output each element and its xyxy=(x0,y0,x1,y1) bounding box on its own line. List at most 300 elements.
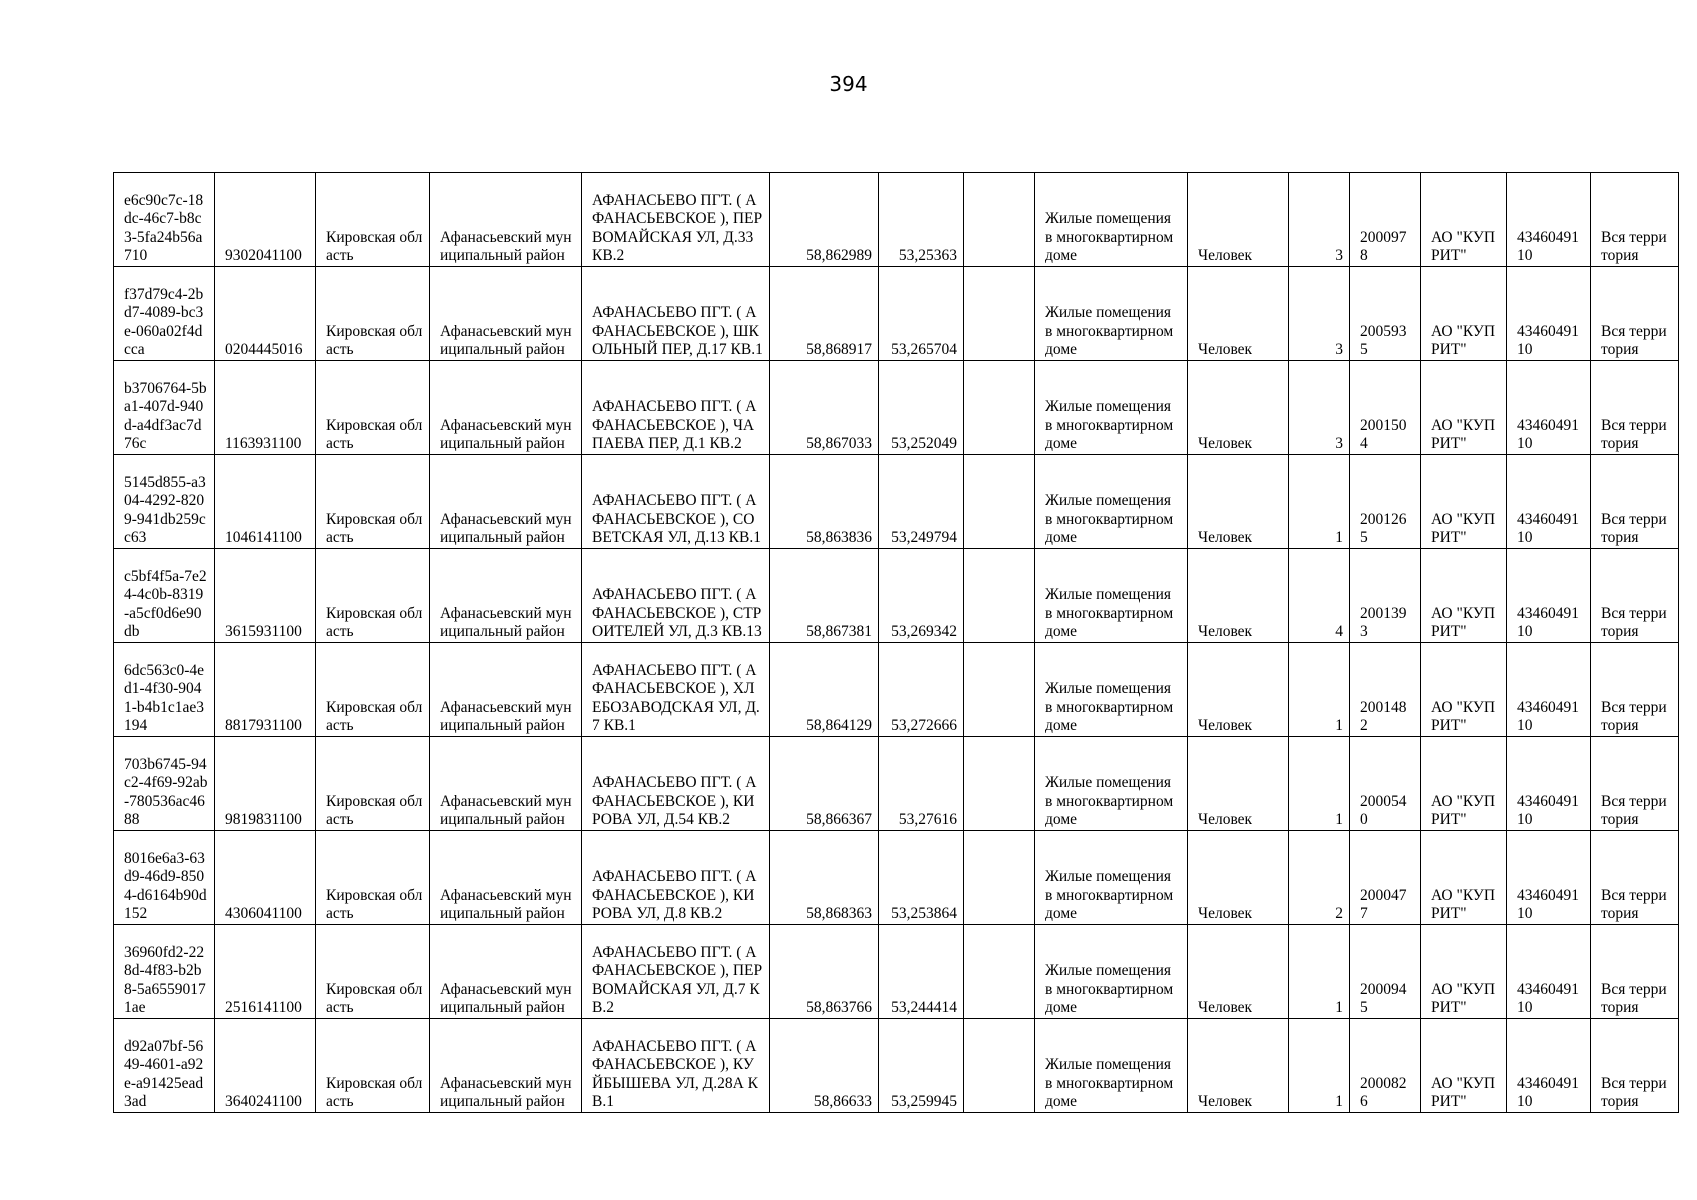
longitude-cell-text: 53,249794 xyxy=(891,529,957,547)
district-cell-text: Афанасьевский муниципальный район xyxy=(440,604,572,641)
inn-cell xyxy=(1507,1019,1591,1113)
district-cell xyxy=(430,173,582,267)
organization-cell-text: АО "КУПРИТ" xyxy=(1431,604,1496,641)
count-cell xyxy=(1289,549,1350,643)
organization-cell-text: АО "КУПРИТ" xyxy=(1431,792,1496,829)
region-cell-text: Кировская область xyxy=(326,228,423,265)
address-cell xyxy=(582,643,770,737)
unit-cell-text: Человек xyxy=(1198,811,1253,829)
count-cell-text: 1 xyxy=(1335,811,1343,829)
longitude-cell-text: 53,27616 xyxy=(898,811,957,829)
number-cell-text: 2000978 xyxy=(1360,228,1407,265)
address-cell-text: АФАНАСЬЕВО ПГТ. ( АФАНАСЬЕВСКОЕ ), КИРОВА УЛ, Д.8 КВ.2 xyxy=(592,868,757,923)
territory-cell xyxy=(1591,1019,1679,1113)
latitude-cell xyxy=(770,1019,879,1113)
number-cell xyxy=(1350,267,1421,361)
unit-cell xyxy=(1188,549,1289,643)
latitude-cell-text: 58,867381 xyxy=(806,623,872,641)
territory-cell-text: Вся территория xyxy=(1601,228,1667,265)
number-cell-text: 2000477 xyxy=(1360,886,1407,923)
count-cell-text: 1 xyxy=(1335,999,1343,1017)
inn-cell xyxy=(1507,549,1591,643)
longitude-cell xyxy=(879,643,964,737)
number-cell-text: 2000540 xyxy=(1360,792,1407,829)
longitude-cell-text: 53,253864 xyxy=(891,905,957,923)
premises-type-cell xyxy=(1035,549,1188,643)
latitude-cell-text: 58,866367 xyxy=(806,811,872,829)
inn-cell-text: 4346049110 xyxy=(1517,792,1579,829)
address-cell xyxy=(582,455,770,549)
region-cell xyxy=(316,737,430,831)
count-cell-text: 1 xyxy=(1335,717,1343,735)
inn-cell xyxy=(1507,267,1591,361)
premises-type-cell-text: Жилые помещения в многоквартирном доме xyxy=(1045,774,1174,829)
premises-type-cell xyxy=(1035,737,1188,831)
unit-cell xyxy=(1188,173,1289,267)
premises-type-cell xyxy=(1035,173,1188,267)
count-cell-text: 3 xyxy=(1335,435,1343,453)
longitude-cell-text: 53,259945 xyxy=(891,1093,957,1111)
address-cell xyxy=(582,925,770,1019)
empty-cell xyxy=(964,267,1035,361)
address-cell-text: АФАНАСЬЕВО ПГТ. ( АФАНАСЬЕВСКОЕ ), ПЕРВОМАЙСКАЯ УЛ, Д.7 КВ.2 xyxy=(592,943,763,1017)
territory-cell-text: Вся территория xyxy=(1601,322,1667,359)
address-cell-text: АФАНАСЬЕВО ПГТ. ( АФАНАСЬЕВСКОЕ ), СТРОИТЕЛЕЙ УЛ, Д.3 КВ.13 xyxy=(592,586,762,641)
longitude-cell-text: 53,252049 xyxy=(891,435,957,453)
latitude-cell xyxy=(770,361,879,455)
record-id-cell-text: e6c90c7c-18dc-46c7-b8c3-5fa24b56a710 xyxy=(124,191,204,265)
record-id-cell xyxy=(114,267,215,361)
address-cell-text: АФАНАСЬЕВО ПГТ. ( АФАНАСЬЕВСКОЕ ), ЧАПАЕВА ПЕР, Д.1 КВ.2 xyxy=(592,398,757,453)
record-id-cell-text: b3706764-5ba1-407d-940d-a4df3ac7d76c xyxy=(124,379,207,453)
inn-cell xyxy=(1507,925,1591,1019)
table-body xyxy=(114,173,1679,1113)
organization-cell-text: АО "КУПРИТ" xyxy=(1431,698,1496,735)
longitude-cell xyxy=(879,831,964,925)
region-cell xyxy=(316,361,430,455)
page-number: 394 xyxy=(829,72,868,96)
region-cell-text: Кировская область xyxy=(326,792,423,829)
organization-cell xyxy=(1421,549,1507,643)
district-cell xyxy=(430,361,582,455)
premises-type-cell xyxy=(1035,361,1188,455)
code-cell-text: 0204445016 xyxy=(225,341,303,359)
code-cell xyxy=(215,1019,316,1113)
latitude-cell-text: 58,863766 xyxy=(806,999,872,1017)
record-id-cell xyxy=(114,737,215,831)
inn-cell xyxy=(1507,831,1591,925)
record-id-cell xyxy=(114,173,215,267)
organization-cell-text: АО "КУПРИТ" xyxy=(1431,322,1496,359)
organization-cell xyxy=(1421,643,1507,737)
premises-type-cell-text: Жилые помещения в многоквартирном доме xyxy=(1045,210,1174,265)
empty-cell xyxy=(964,831,1035,925)
premises-type-cell-text: Жилые помещения в многоквартирном доме xyxy=(1045,680,1174,735)
table-row xyxy=(114,643,1679,737)
count-cell-text: 3 xyxy=(1335,247,1343,265)
organization-cell xyxy=(1421,1019,1507,1113)
number-cell xyxy=(1350,1019,1421,1113)
number-cell xyxy=(1350,925,1421,1019)
address-cell-text: АФАНАСЬЕВО ПГТ. ( АФАНАСЬЕВСКОЕ ), ХЛЕБОЗАВОДСКАЯ УЛ, Д.7 КВ.1 xyxy=(592,661,760,735)
record-id-cell xyxy=(114,925,215,1019)
code-cell xyxy=(215,737,316,831)
table-row xyxy=(114,455,1679,549)
latitude-cell xyxy=(770,455,879,549)
unit-cell xyxy=(1188,1019,1289,1113)
empty-cell xyxy=(964,549,1035,643)
district-cell-text: Афанасьевский муниципальный район xyxy=(440,792,572,829)
territory-cell-text: Вся территория xyxy=(1601,792,1667,829)
district-cell-text: Афанасьевский муниципальный район xyxy=(440,980,572,1017)
region-cell-text: Кировская область xyxy=(326,416,423,453)
premises-type-cell xyxy=(1035,831,1188,925)
latitude-cell xyxy=(770,831,879,925)
count-cell xyxy=(1289,925,1350,1019)
number-cell-text: 2001482 xyxy=(1360,698,1407,735)
region-cell-text: Кировская область xyxy=(326,698,423,735)
inn-cell xyxy=(1507,361,1591,455)
number-cell xyxy=(1350,549,1421,643)
territory-cell xyxy=(1591,925,1679,1019)
record-id-cell-text: c5bf4f5a-7e24-4c0b-8319-a5cf0d6e90db xyxy=(124,567,207,641)
empty-cell xyxy=(964,643,1035,737)
address-cell-text: АФАНАСЬЕВО ПГТ. ( АФАНАСЬЕВСКОЕ ), КУЙБЫШЕВА УЛ, Д.28А КВ.1 xyxy=(592,1037,758,1111)
table-row xyxy=(114,549,1679,643)
count-cell xyxy=(1289,173,1350,267)
inn-cell xyxy=(1507,737,1591,831)
district-cell-text: Афанасьевский муниципальный район xyxy=(440,322,572,359)
address-cell xyxy=(582,831,770,925)
count-cell xyxy=(1289,643,1350,737)
premises-type-cell-text: Жилые помещения в многоквартирном доме xyxy=(1045,304,1174,359)
district-cell xyxy=(430,1019,582,1113)
table-row xyxy=(114,267,1679,361)
address-cell xyxy=(582,549,770,643)
address-cell xyxy=(582,737,770,831)
empty-cell xyxy=(964,173,1035,267)
organization-cell-text: АО "КУПРИТ" xyxy=(1431,1074,1496,1111)
count-cell-text: 1 xyxy=(1335,529,1343,547)
inn-cell-text: 4346049110 xyxy=(1517,886,1579,923)
longitude-cell-text: 53,265704 xyxy=(891,341,957,359)
address-cell xyxy=(582,267,770,361)
latitude-cell-text: 58,863836 xyxy=(806,529,872,547)
table-row xyxy=(114,361,1679,455)
territory-cell-text: Вся территория xyxy=(1601,1074,1667,1111)
count-cell-text: 1 xyxy=(1335,1093,1343,1111)
record-id-cell xyxy=(114,831,215,925)
latitude-cell xyxy=(770,643,879,737)
longitude-cell-text: 53,25363 xyxy=(898,247,957,265)
code-cell-text: 8817931100 xyxy=(225,717,302,735)
table-row xyxy=(114,1019,1679,1113)
region-cell xyxy=(316,831,430,925)
count-cell xyxy=(1289,831,1350,925)
count-cell xyxy=(1289,455,1350,549)
latitude-cell-text: 58,867033 xyxy=(806,435,872,453)
region-cell xyxy=(316,267,430,361)
unit-cell-text: Человек xyxy=(1198,1093,1253,1111)
longitude-cell xyxy=(879,455,964,549)
unit-cell xyxy=(1188,361,1289,455)
number-cell xyxy=(1350,737,1421,831)
code-cell xyxy=(215,831,316,925)
longitude-cell xyxy=(879,173,964,267)
organization-cell xyxy=(1421,267,1507,361)
empty-cell xyxy=(964,1019,1035,1113)
inn-cell-text: 4346049110 xyxy=(1517,604,1579,641)
region-cell xyxy=(316,925,430,1019)
district-cell-text: Афанасьевский муниципальный район xyxy=(440,886,572,923)
latitude-cell-text: 58,862989 xyxy=(806,247,872,265)
code-cell xyxy=(215,925,316,1019)
latitude-cell xyxy=(770,267,879,361)
unit-cell-text: Человек xyxy=(1198,529,1253,547)
region-cell xyxy=(316,1019,430,1113)
territory-cell xyxy=(1591,267,1679,361)
organization-cell xyxy=(1421,173,1507,267)
code-cell-text: 9819831100 xyxy=(225,811,302,829)
unit-cell xyxy=(1188,831,1289,925)
longitude-cell xyxy=(879,737,964,831)
region-cell xyxy=(316,173,430,267)
inn-cell-text: 4346049110 xyxy=(1517,980,1579,1017)
number-cell xyxy=(1350,361,1421,455)
unit-cell xyxy=(1188,925,1289,1019)
inn-cell-text: 4346049110 xyxy=(1517,510,1579,547)
premises-type-cell-text: Жилые помещения в многоквартирном доме xyxy=(1045,398,1174,453)
territory-cell xyxy=(1591,361,1679,455)
territory-cell xyxy=(1591,173,1679,267)
latitude-cell xyxy=(770,737,879,831)
latitude-cell-text: 58,864129 xyxy=(806,717,872,735)
empty-cell xyxy=(964,361,1035,455)
territory-cell xyxy=(1591,831,1679,925)
longitude-cell xyxy=(879,549,964,643)
district-cell xyxy=(430,267,582,361)
address-cell-text: АФАНАСЬЕВО ПГТ. ( АФАНАСЬЕВСКОЕ ), КИРОВА УЛ, Д.54 КВ.2 xyxy=(592,774,757,829)
premises-type-cell-text: Жилые помещения в многоквартирном доме xyxy=(1045,1056,1174,1111)
code-cell-text: 3640241100 xyxy=(225,1093,302,1111)
premises-type-cell xyxy=(1035,455,1188,549)
address-cell xyxy=(582,1019,770,1113)
inn-cell-text: 4346049110 xyxy=(1517,228,1579,265)
inn-cell xyxy=(1507,643,1591,737)
organization-cell xyxy=(1421,455,1507,549)
count-cell-text: 4 xyxy=(1335,623,1343,641)
territory-cell-text: Вся территория xyxy=(1601,698,1667,735)
unit-cell-text: Человек xyxy=(1198,905,1253,923)
empty-cell xyxy=(964,925,1035,1019)
organization-cell-text: АО "КУПРИТ" xyxy=(1431,510,1496,547)
count-cell-text: 2 xyxy=(1335,905,1343,923)
region-cell xyxy=(316,643,430,737)
premises-type-cell-text: Жилые помещения в многоквартирном доме xyxy=(1045,492,1174,547)
longitude-cell xyxy=(879,361,964,455)
latitude-cell-text: 58,86633 xyxy=(813,1093,872,1111)
territory-cell xyxy=(1591,549,1679,643)
empty-cell xyxy=(964,455,1035,549)
registry-table xyxy=(113,172,1679,1113)
district-cell xyxy=(430,831,582,925)
record-id-cell xyxy=(114,1019,215,1113)
count-cell xyxy=(1289,1019,1350,1113)
unit-cell-text: Человек xyxy=(1198,717,1253,735)
code-cell-text: 1163931100 xyxy=(225,435,302,453)
unit-cell xyxy=(1188,267,1289,361)
number-cell-text: 2005935 xyxy=(1360,322,1407,359)
number-cell xyxy=(1350,643,1421,737)
inn-cell xyxy=(1507,173,1591,267)
latitude-cell xyxy=(770,549,879,643)
organization-cell xyxy=(1421,831,1507,925)
premises-type-cell xyxy=(1035,267,1188,361)
district-cell-text: Афанасьевский муниципальный район xyxy=(440,228,572,265)
organization-cell xyxy=(1421,925,1507,1019)
address-cell xyxy=(582,173,770,267)
district-cell xyxy=(430,925,582,1019)
record-id-cell-text: 5145d855-a304-4292-8209-941db259cc63 xyxy=(124,473,206,547)
address-cell-text: АФАНАСЬЕВО ПГТ. ( АФАНАСЬЕВСКОЕ ), ПЕРВОМАЙСКАЯ УЛ, Д.33 КВ.2 xyxy=(592,191,763,265)
code-cell xyxy=(215,361,316,455)
table-row xyxy=(114,831,1679,925)
record-id-cell xyxy=(114,643,215,737)
address-cell-text: АФАНАСЬЕВО ПГТ. ( АФАНАСЬЕВСКОЕ ), СОВЕТСКАЯ УЛ, Д.13 КВ.1 xyxy=(592,492,761,547)
longitude-cell xyxy=(879,925,964,1019)
territory-cell xyxy=(1591,455,1679,549)
address-cell-text: АФАНАСЬЕВО ПГТ. ( АФАНАСЬЕВСКОЕ ), ШКОЛЬНЫЙ ПЕР, Д.17 КВ.1 xyxy=(592,304,763,359)
record-id-cell-text: d92a07bf-5649-4601-a92e-a91425ead3ad xyxy=(124,1037,204,1111)
district-cell xyxy=(430,549,582,643)
district-cell-text: Афанасьевский муниципальный район xyxy=(440,416,572,453)
unit-cell xyxy=(1188,737,1289,831)
record-id-cell-text: 703b6745-94c2-4f69-92ab-780536ac4688 xyxy=(124,755,208,829)
territory-cell-text: Вся территория xyxy=(1601,886,1667,923)
premises-type-cell xyxy=(1035,925,1188,1019)
record-id-cell xyxy=(114,361,215,455)
premises-type-cell xyxy=(1035,643,1188,737)
district-cell xyxy=(430,643,582,737)
organization-cell-text: АО "КУПРИТ" xyxy=(1431,416,1496,453)
region-cell-text: Кировская область xyxy=(326,1074,423,1111)
unit-cell-text: Человек xyxy=(1198,623,1253,641)
longitude-cell-text: 53,269342 xyxy=(891,623,957,641)
territory-cell-text: Вся территория xyxy=(1601,980,1667,1017)
table-row xyxy=(114,737,1679,831)
unit-cell-text: Человек xyxy=(1198,341,1253,359)
record-id-cell-text: 36960fd2-228d-4f83-b2b8-5a65590171ae xyxy=(124,943,206,1017)
number-cell xyxy=(1350,455,1421,549)
code-cell-text: 2516141100 xyxy=(225,999,302,1017)
inn-cell xyxy=(1507,455,1591,549)
table-row xyxy=(114,925,1679,1019)
count-cell xyxy=(1289,267,1350,361)
inn-cell-text: 4346049110 xyxy=(1517,416,1579,453)
number-cell-text: 2001393 xyxy=(1360,604,1407,641)
latitude-cell-text: 58,868917 xyxy=(806,341,872,359)
organization-cell xyxy=(1421,737,1507,831)
table-row xyxy=(114,173,1679,267)
region-cell-text: Кировская область xyxy=(326,604,423,641)
district-cell xyxy=(430,455,582,549)
region-cell-text: Кировская область xyxy=(326,322,423,359)
district-cell-text: Афанасьевский муниципальный район xyxy=(440,510,572,547)
count-cell-text: 3 xyxy=(1335,341,1343,359)
record-id-cell xyxy=(114,455,215,549)
premises-type-cell xyxy=(1035,1019,1188,1113)
address-cell xyxy=(582,361,770,455)
territory-cell xyxy=(1591,643,1679,737)
number-cell-text: 2000826 xyxy=(1360,1074,1407,1111)
latitude-cell-text: 58,868363 xyxy=(806,905,872,923)
latitude-cell xyxy=(770,173,879,267)
inn-cell-text: 4346049110 xyxy=(1517,1074,1579,1111)
longitude-cell-text: 53,272666 xyxy=(891,717,957,735)
region-cell-text: Кировская область xyxy=(326,886,423,923)
unit-cell-text: Человек xyxy=(1198,247,1253,265)
code-cell xyxy=(215,173,316,267)
code-cell xyxy=(215,643,316,737)
inn-cell-text: 4346049110 xyxy=(1517,322,1579,359)
inn-cell-text: 4346049110 xyxy=(1517,698,1579,735)
record-id-cell-text: 8016e6a3-63d9-46d9-8504-d6164b90d152 xyxy=(124,849,207,923)
region-cell xyxy=(316,549,430,643)
number-cell xyxy=(1350,173,1421,267)
district-cell xyxy=(430,737,582,831)
premises-type-cell-text: Жилые помещения в многоквартирном доме xyxy=(1045,868,1174,923)
number-cell-text: 2001504 xyxy=(1360,416,1407,453)
district-cell-text: Афанасьевский муниципальный район xyxy=(440,698,572,735)
record-id-cell xyxy=(114,549,215,643)
code-cell xyxy=(215,267,316,361)
organization-cell-text: АО "КУПРИТ" xyxy=(1431,228,1496,265)
number-cell-text: 2000945 xyxy=(1360,980,1407,1017)
premises-type-cell-text: Жилые помещения в многоквартирном доме xyxy=(1045,586,1174,641)
unit-cell-text: Человек xyxy=(1198,999,1253,1017)
code-cell-text: 9302041100 xyxy=(225,247,302,265)
code-cell-text: 3615931100 xyxy=(225,623,302,641)
organization-cell xyxy=(1421,361,1507,455)
organization-cell-text: АО "КУПРИТ" xyxy=(1431,886,1496,923)
count-cell xyxy=(1289,737,1350,831)
unit-cell-text: Человек xyxy=(1198,435,1253,453)
code-cell-text: 4306041100 xyxy=(225,905,302,923)
region-cell-text: Кировская область xyxy=(326,980,423,1017)
unit-cell xyxy=(1188,455,1289,549)
record-id-cell-text: 6dc563c0-4ed1-4f30-9041-b4b1c1ae3194 xyxy=(124,661,205,735)
region-cell xyxy=(316,455,430,549)
premises-type-cell-text: Жилые помещения в многоквартирном доме xyxy=(1045,962,1174,1017)
number-cell xyxy=(1350,831,1421,925)
territory-cell-text: Вся территория xyxy=(1601,510,1667,547)
territory-cell-text: Вся территория xyxy=(1601,604,1667,641)
latitude-cell xyxy=(770,925,879,1019)
number-cell-text: 2001265 xyxy=(1360,510,1407,547)
unit-cell xyxy=(1188,643,1289,737)
district-cell-text: Афанасьевский муниципальный район xyxy=(440,1074,572,1111)
longitude-cell xyxy=(879,267,964,361)
count-cell xyxy=(1289,361,1350,455)
empty-cell xyxy=(964,737,1035,831)
organization-cell-text: АО "КУПРИТ" xyxy=(1431,980,1496,1017)
territory-cell-text: Вся территория xyxy=(1601,416,1667,453)
code-cell-text: 1046141100 xyxy=(225,529,302,547)
code-cell xyxy=(215,549,316,643)
code-cell xyxy=(215,455,316,549)
record-id-cell-text: f37d79c4-2bd7-4089-bc3e-060a02f4dcca xyxy=(124,285,204,359)
territory-cell xyxy=(1591,737,1679,831)
